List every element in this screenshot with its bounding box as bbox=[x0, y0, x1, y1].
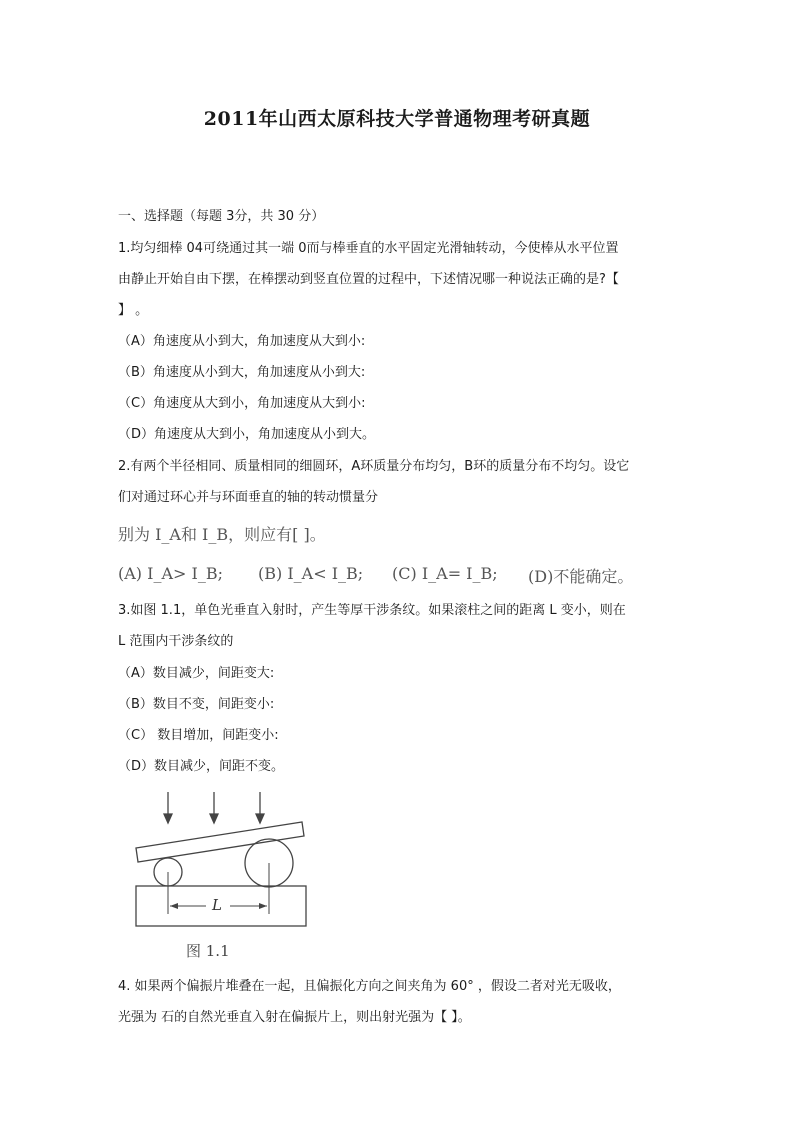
section-heading: 一、选择题（每题 3分，共 30 分） bbox=[118, 209, 325, 224]
question-2-option-a: (A) I_A> I_B; bbox=[118, 564, 223, 583]
question-2-option-c: (C) I_A= I_B; bbox=[392, 564, 498, 583]
figure-caption: 图 1.1 bbox=[186, 942, 230, 960]
question-1-line-3: 】 。 bbox=[118, 303, 149, 318]
question-1-option-b: （B）角速度从小到大，角加速度从小到大: bbox=[118, 365, 366, 380]
question-2-image-line: 别为 I_A和 I_B，则应有[ ]。 bbox=[118, 525, 326, 544]
question-3-line-2: L 范围内干涉条纹的 bbox=[118, 634, 234, 649]
question-3-option-d: （D）数目减少，间距不变。 bbox=[118, 759, 285, 774]
question-2-option-b: (B) I_A< I_B; bbox=[258, 564, 364, 583]
question-1-option-d: （D）角速度从大到小，角加速度从小到大。 bbox=[118, 427, 376, 442]
page-title: 2011年山西太原科技大学普通物理考研真题 bbox=[203, 108, 591, 130]
question-2-option-d: (D)不能确定。 bbox=[528, 567, 634, 586]
question-1-line-1: 1.均匀细棒 04可绕通过其一端 0而与棒垂直的水平固定光滑轴转动，今使棒从水平位置 bbox=[118, 241, 619, 256]
question-2-line-1: 2.有两个半径相同、质量相同的细圆环，A环质量分布均匀，B环的质量分布不均匀。设它 bbox=[118, 459, 630, 474]
question-4-line-1: 4. 如果两个偏振片堆叠在一起，且偏振化方向之间夹角为 60° ，假设二者对光无吸收， bbox=[118, 979, 621, 994]
figure-length-label: L bbox=[212, 896, 222, 914]
question-1-line-2: 由静止开始自由下摆，在棒摆动到竖直位置的过程中，下述情况哪一种说法正确的是?【 bbox=[118, 272, 619, 287]
question-3-option-a: （A）数目减少，间距变大: bbox=[118, 666, 275, 681]
question-4-line-2: 光强为 石的自然光垂直入射在偏振片上，则出射光强为【 】。 bbox=[118, 1010, 471, 1025]
question-1-option-a: （A）角速度从小到大，角加速度从大到小: bbox=[118, 334, 366, 349]
interference-figure bbox=[126, 790, 316, 965]
question-3-line-1: 3.如图 1.1，单色光垂直入射时，产生等厚干涉条纹。如果滚柱之间的距离 L 变小，则在 bbox=[118, 603, 626, 618]
question-3-option-b: （B）数目不变，间距变小: bbox=[118, 697, 275, 712]
question-1-option-c: （C）角速度从大到小，角加速度从大到小: bbox=[118, 396, 366, 411]
question-2-line-2: 们对通过环心并与环面垂直的轴的转动惯量分 bbox=[118, 490, 379, 505]
question-3-option-c: （C） 数目增加，间距变小: bbox=[118, 728, 279, 743]
